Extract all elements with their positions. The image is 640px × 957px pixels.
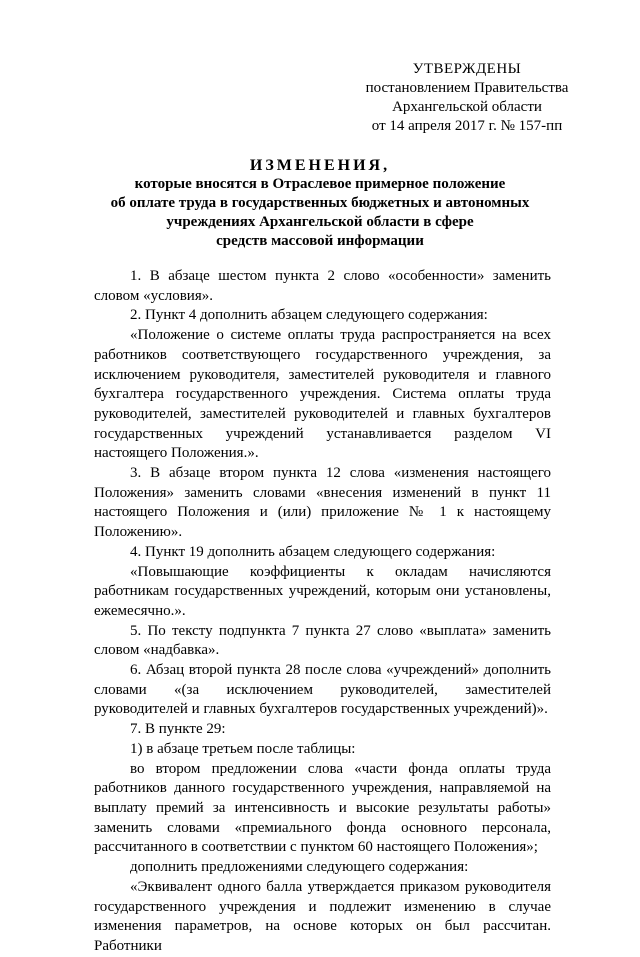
approval-stamp (362, 60, 572, 136)
document-title-line-1: которые вносятся в Отраслевое примерное положение (134, 176, 506, 192)
paragraph-12: дополнить предложениями следующего содержания: (130, 859, 469, 876)
paragraph-5: 4. Пункт 19 дополнить абзацем следующего содержания: (130, 543, 496, 560)
document-title-main: ИЗМЕНЕНИЯ, (249, 157, 391, 174)
document-title-line-3: учреждениях Архангельской области в сфере (166, 214, 474, 230)
paragraph-13: «Эквивалент одного балла утверждается приказом руководителя государственного учреждения и подлежит изменению в случае изменения параметров, на основе которых он был рассчитан. Работники (94, 878, 551, 954)
paragraph-2: 2. Пункт 4 дополнить абзацем следующего содержания: (130, 307, 488, 324)
document-title-line-2: об оплате труда в государственных бюджетных и автономных (110, 195, 530, 211)
document-title-line-4: средств массовой информации (216, 233, 424, 249)
approval-heading: УТВЕРЖДЕНЫ (412, 61, 522, 77)
paragraph-8: 6. Абзац второй пункта 28 после слова «учреждений» дополнить словами «(за исключением руководителей, заместителей руководителей и главных бухгалтеров государственных учреждений)». (94, 662, 551, 718)
paragraph-1: 1. В абзаце шестом пункта 2 слово «особенности» заменить словом «условия». (94, 268, 551, 304)
approval-line-2: Архангельской области (392, 99, 542, 115)
paragraph-3: «Положение о системе оплаты труда распространяется на всех работников соответствующего государственного учреждения, за исключением руководителя, заместителей руководителя и главного бухгалтера государственного учреждения. Система оплаты труда руководителей, заместителей руководителей и главных бухгалтеров государственных учреждений устанавливается разделом VI настоящего Положения.». (94, 327, 551, 462)
paragraph-4: 3. В абзаце втором пункта 12 слова «изменения настоящего Положения» заменить словами «внесения изменений в пункт 11 настоящего Положения и (или) приложение № 1 к настоящему Положению». (94, 465, 551, 541)
paragraph-6: «Повышающие коэффициенты к окладам начисляются работникам государственных учреждений, которым они установлены, ежемесячно.». (94, 563, 551, 619)
document-title (100, 156, 540, 251)
paragraph-10: 1) в абзаце третьем после таблицы: (130, 740, 356, 757)
paragraph-7: 5. По тексту подпункта 7 пункта 27 слово «выплата» заменить словом «надбавка». (94, 622, 551, 659)
paragraph-11: во втором предложении слова «части фонда оплаты труда работников данного государственного учреждения, направляемой на выплату премий за интенсивность и высокие результаты работы» заменить словами «премиального фонда основного персонала, рассчитанного в соответствии с пунктом 60 настоящего Положения»; (94, 760, 551, 856)
approval-line-3: от 14 апреля 2017 г. № 157-пп (371, 118, 563, 134)
approval-line-1: постановлением Правительства (365, 80, 569, 96)
document-body (94, 267, 551, 957)
paragraph-9: 7. В пункте 29: (130, 721, 226, 738)
